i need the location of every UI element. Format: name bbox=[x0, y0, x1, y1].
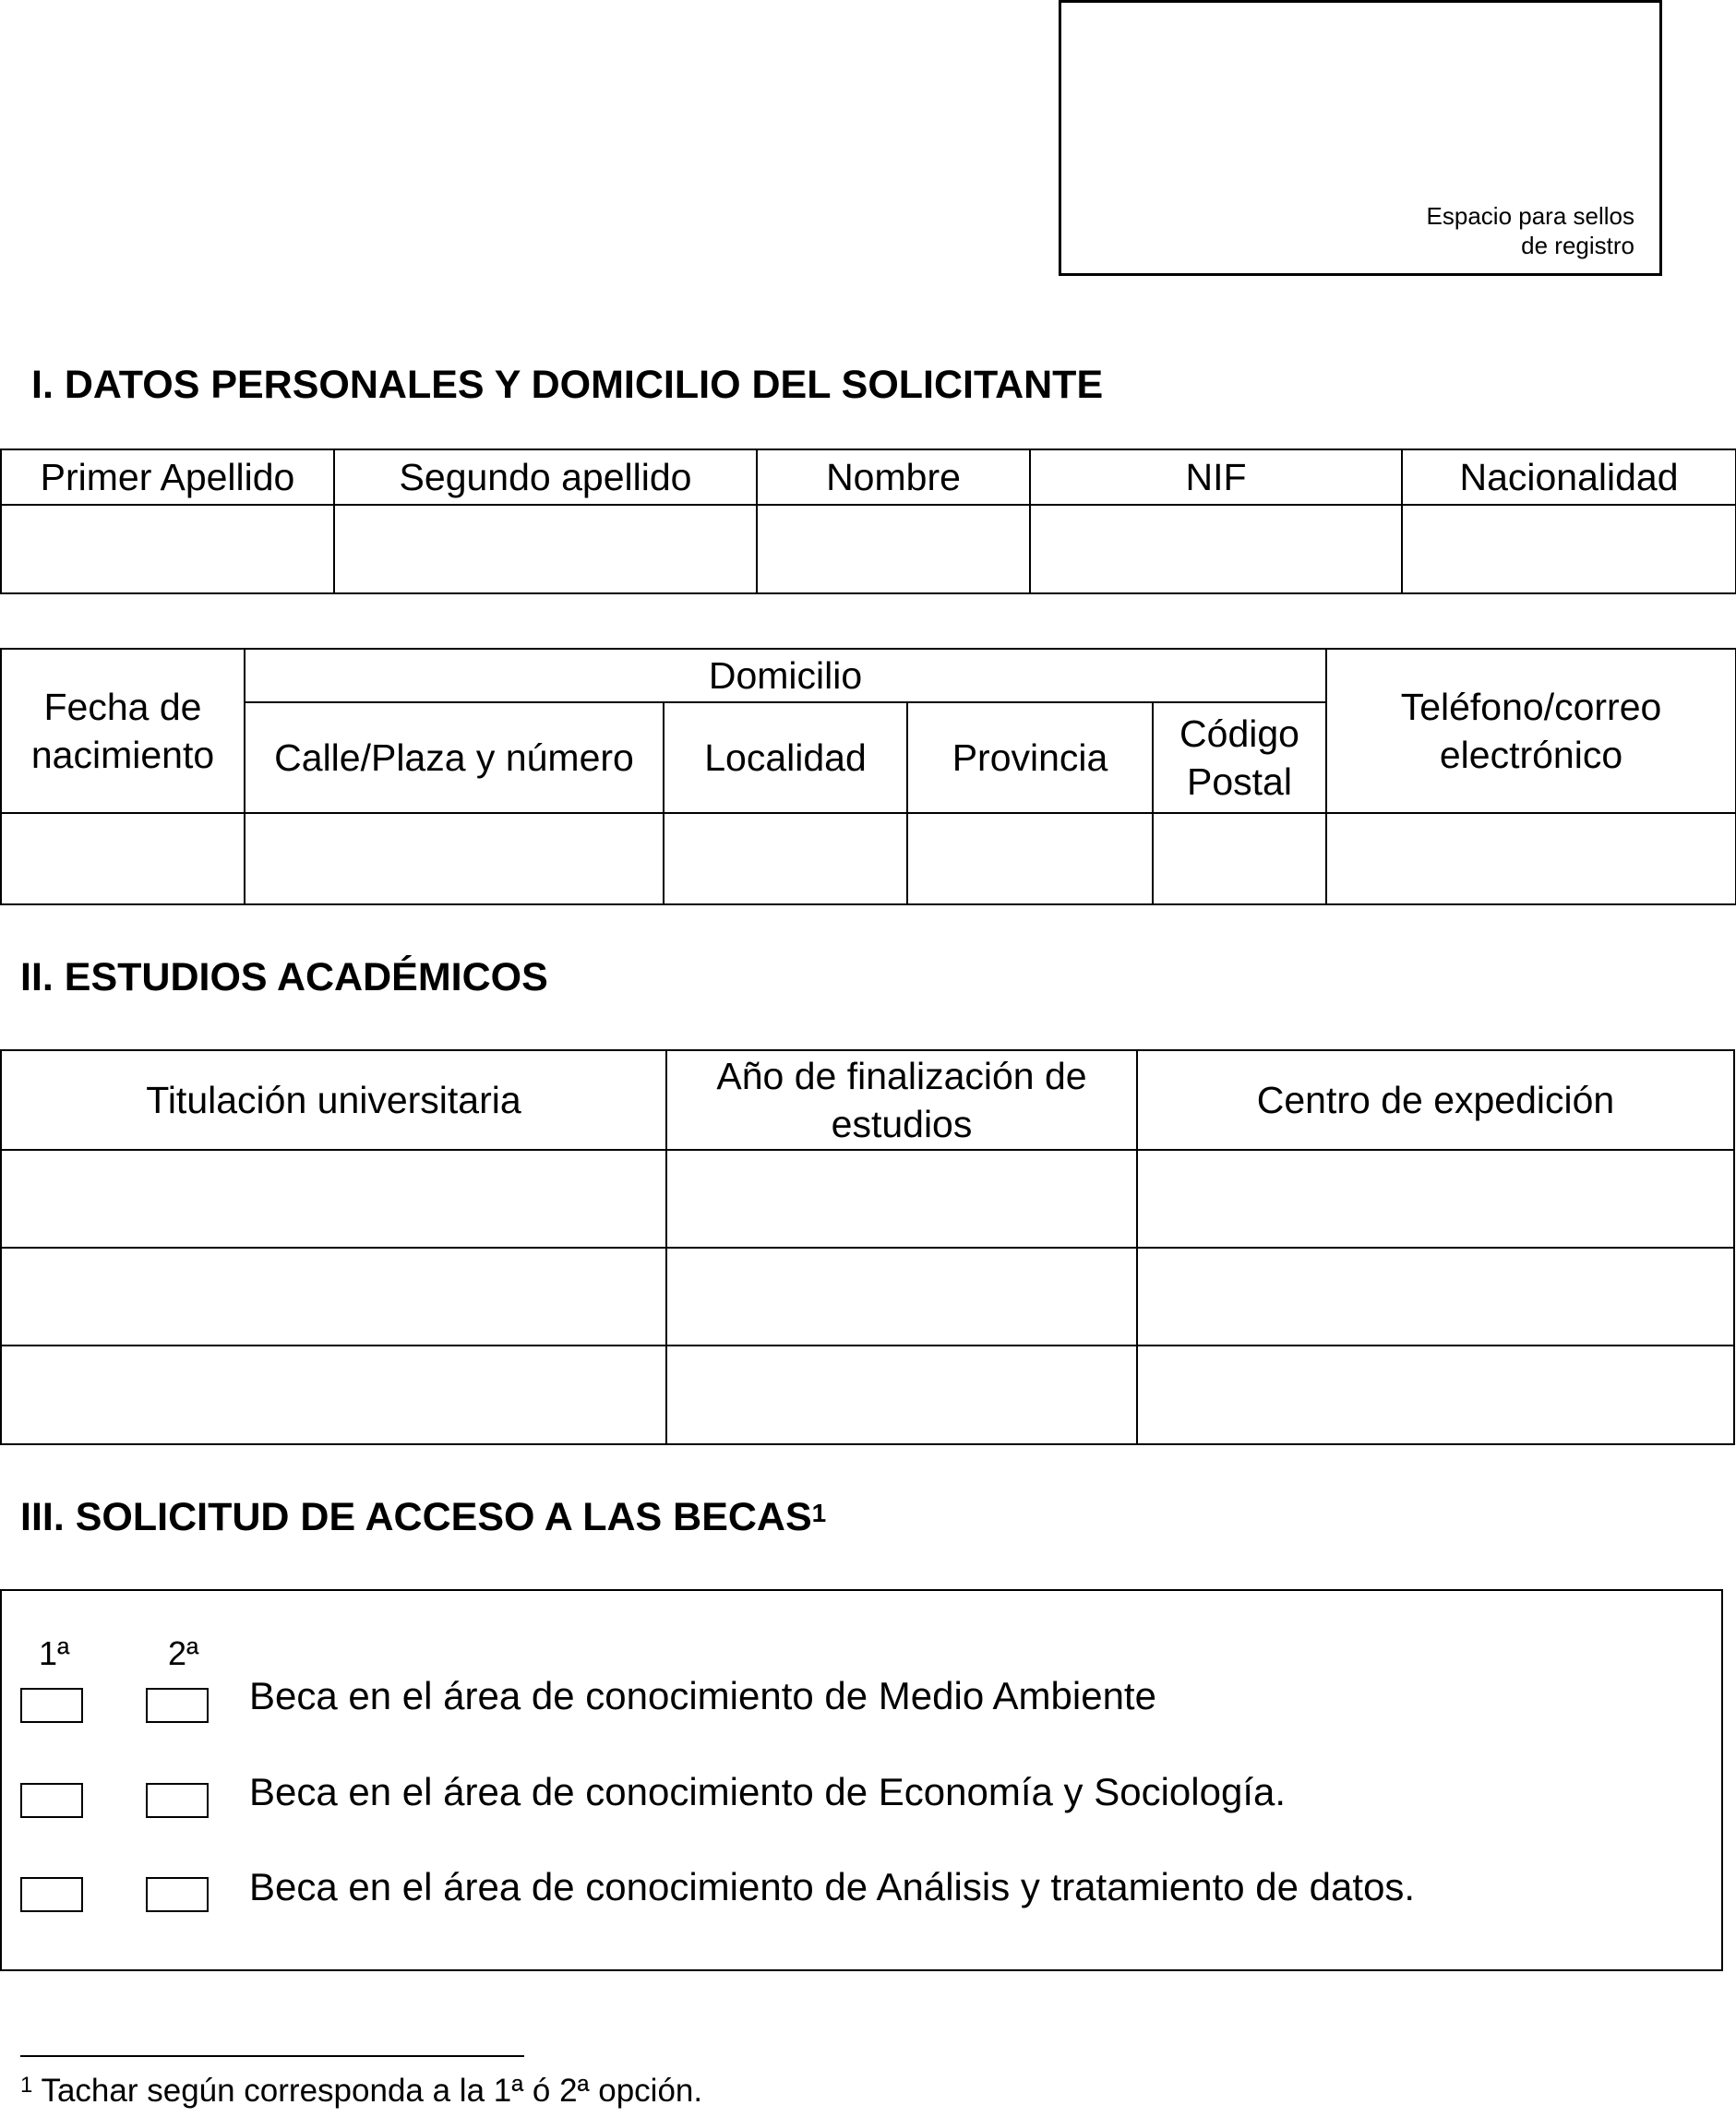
section-scholarship-title bbox=[20, 1494, 826, 1540]
first-choice-checkbox-data-analysis[interactable] bbox=[20, 1877, 83, 1912]
second-choice-checkbox-economy[interactable] bbox=[146, 1783, 209, 1818]
completion-year-field[interactable] bbox=[666, 1150, 1137, 1248]
contact-field[interactable] bbox=[1326, 813, 1736, 904]
header-nationality: Nacionalidad bbox=[1402, 449, 1736, 505]
province-field[interactable] bbox=[907, 813, 1153, 904]
street-field[interactable] bbox=[245, 813, 664, 904]
footnote-divider bbox=[20, 2055, 524, 2057]
header-second-surname: Segundo apellido bbox=[334, 449, 757, 505]
scholarship-options-box bbox=[0, 1589, 1723, 1971]
header-province: Provincia bbox=[907, 702, 1153, 813]
second-choice-column-label: 2ª bbox=[168, 1634, 199, 1672]
header-address-group: Domicilio bbox=[245, 649, 1326, 702]
degree-field[interactable] bbox=[1, 1150, 666, 1248]
footnote-reference: 1 bbox=[811, 1499, 827, 1527]
second-surname-field[interactable] bbox=[334, 505, 757, 593]
header-first-name: Nombre bbox=[757, 449, 1030, 505]
academic-table bbox=[0, 1049, 1735, 1445]
completion-year-field[interactable] bbox=[666, 1248, 1137, 1346]
footnote-text: Tachar según corresponda a la 1ª ó 2ª opción. bbox=[32, 2073, 703, 2109]
section-academic-title: II. ESTUDIOS ACADÉMICOS bbox=[20, 955, 548, 999]
section-personal-data-title: I. DATOS PERSONALES Y DOMICILIO DEL SOLICITANTE bbox=[31, 363, 1104, 407]
birth-date-field[interactable] bbox=[1, 813, 245, 904]
personal-data-table bbox=[0, 449, 1736, 594]
second-choice-checkbox-environment[interactable] bbox=[146, 1688, 209, 1723]
first-name-field[interactable] bbox=[757, 505, 1030, 593]
option-label-economy: Beca en el área de conocimiento de Economía y Sociología. bbox=[249, 1770, 1287, 1813]
header-issuing-center: Centro de expedición bbox=[1137, 1050, 1734, 1150]
option-label-data-analysis: Beca en el área de conocimiento de Análisis y tratamiento de datos. bbox=[249, 1865, 1416, 1908]
header-postal-code: Código Postal bbox=[1153, 702, 1326, 813]
stamp-label-line1: Espacio para sellos bbox=[1426, 202, 1634, 230]
address-table bbox=[0, 648, 1736, 905]
second-choice-checkbox-data-analysis[interactable] bbox=[146, 1877, 209, 1912]
locality-field[interactable] bbox=[664, 813, 907, 904]
degree-field[interactable] bbox=[1, 1248, 666, 1346]
registration-stamp-box bbox=[1059, 0, 1662, 276]
footnote-mark: 1 bbox=[20, 2073, 33, 2098]
issuing-center-field[interactable] bbox=[1137, 1150, 1734, 1248]
header-completion-year: Año de finalización de estudios bbox=[666, 1050, 1137, 1150]
header-first-surname: Primer Apellido bbox=[1, 449, 334, 505]
completion-year-field[interactable] bbox=[666, 1346, 1137, 1444]
header-degree: Titulación universitaria bbox=[1, 1050, 666, 1150]
nif-field[interactable] bbox=[1030, 505, 1402, 593]
issuing-center-field[interactable] bbox=[1137, 1248, 1734, 1346]
first-choice-checkbox-economy[interactable] bbox=[20, 1783, 83, 1818]
header-street: Calle/Plaza y número bbox=[245, 702, 664, 813]
nationality-field[interactable] bbox=[1402, 505, 1736, 593]
stamp-label-line2: de registro bbox=[1521, 232, 1634, 259]
postal-code-field[interactable] bbox=[1153, 813, 1326, 904]
footnote bbox=[20, 2072, 702, 2111]
first-choice-column-label: 1ª bbox=[39, 1634, 70, 1672]
header-locality: Localidad bbox=[664, 702, 907, 813]
stamp-box-label bbox=[1427, 201, 1634, 260]
header-contact: Teléfono/correo electrónico bbox=[1326, 649, 1736, 813]
first-choice-checkbox-environment[interactable] bbox=[20, 1688, 83, 1723]
scholarship-title-text: III. SOLICITUD DE ACCESO A LAS BECAS bbox=[20, 1495, 812, 1539]
header-nif: NIF bbox=[1030, 449, 1402, 505]
option-label-environment: Beca en el área de conocimiento de Medio Ambiente bbox=[249, 1674, 1156, 1717]
header-birth-date: Fecha de nacimiento bbox=[1, 649, 245, 813]
first-surname-field[interactable] bbox=[1, 505, 334, 593]
degree-field[interactable] bbox=[1, 1346, 666, 1444]
issuing-center-field[interactable] bbox=[1137, 1346, 1734, 1444]
